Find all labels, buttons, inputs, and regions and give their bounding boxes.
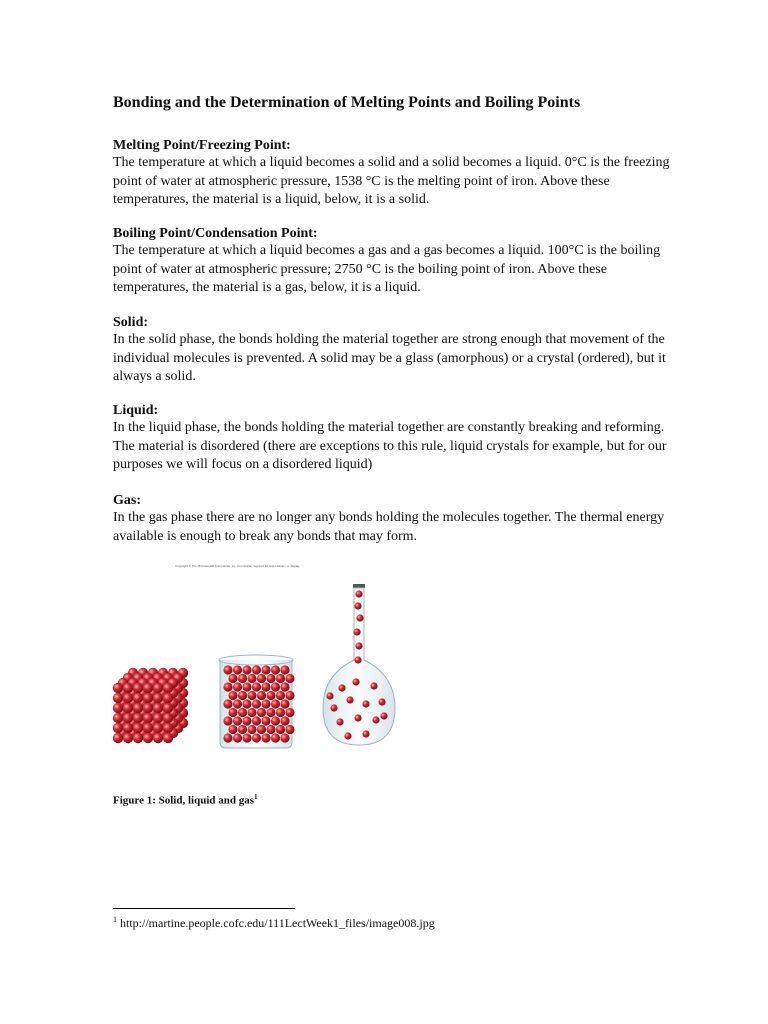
molecule-sphere (344, 732, 351, 739)
molecule-sphere (257, 691, 266, 700)
section-melting-point (113, 137, 673, 210)
molecule-sphere (163, 733, 173, 743)
molecule-sphere (113, 693, 123, 703)
molecule-sphere (143, 723, 153, 733)
molecule-sphere (133, 723, 143, 733)
molecule-sphere (233, 682, 242, 691)
phase-illustration (108, 560, 408, 760)
molecule-sphere (276, 674, 285, 683)
molecule-sphere (372, 716, 379, 723)
molecule-sphere (266, 708, 275, 717)
molecule-sphere (352, 678, 359, 685)
molecule-sphere (233, 665, 242, 674)
molecule-sphere (280, 665, 289, 674)
section-heading: Solid: (113, 315, 149, 330)
molecule-sphere (223, 665, 232, 674)
section-body: The temperature at which a liquid becomes a gas and a gas becomes a liquid. 100°C is the boiling point of water at atmospheric pressure; 2750 °C is the boiling point of iron. Above these temperatures, the material is a gas, below, it is a liquid. (113, 243, 661, 295)
molecule-sphere (133, 733, 143, 743)
molecule-sphere (123, 723, 133, 733)
molecule-sphere (153, 703, 163, 713)
molecule-sphere (113, 733, 123, 743)
molecule-sphere (261, 682, 270, 691)
molecule-sphere (242, 716, 251, 725)
section-boiling-point (113, 225, 673, 298)
section-body: In the solid phase, the bonds holding the material together are strong enough that movement of the individual molecules is prevented. A solid may be a glass (amorphous) or a crystal (ordered), but it always a solid. (113, 332, 666, 384)
molecule-sphere (336, 718, 343, 725)
molecule-sphere (355, 590, 362, 597)
molecule-sphere (271, 716, 280, 725)
molecule-sphere (247, 725, 256, 734)
molecule-sphere (143, 683, 153, 693)
molecule-sphere (247, 708, 256, 717)
molecule-sphere (266, 691, 275, 700)
section-body: In the gas phase there are no longer any bonds holding the molecules together. The thermal energy available is enough to break any bonds that may form. (113, 510, 665, 544)
molecule-sphere (276, 725, 285, 734)
molecule-sphere (271, 665, 280, 674)
molecule-sphere (223, 699, 232, 708)
molecule-sphere (228, 708, 237, 717)
molecule-sphere (271, 682, 280, 691)
molecule-sphere (133, 703, 143, 713)
molecule-sphere (257, 708, 266, 717)
molecule-sphere (228, 691, 237, 700)
molecule-sphere (261, 716, 270, 725)
section-body: The temperature at which a liquid becomes a solid and a solid becomes a liquid. 0°C is the freezing point of water at atmospheric pressure, 1538 °C is the melting point of iron. Above these temperatures, the material is a liquid, below, it is a solid. (113, 155, 670, 207)
molecule-sphere (242, 682, 251, 691)
beaker (219, 655, 295, 748)
molecule-sphere (133, 683, 143, 693)
molecule-sphere (223, 716, 232, 725)
molecule-sphere (280, 733, 289, 742)
molecule-sphere (285, 674, 294, 683)
page-title: Bonding and the Determination of Melting Points and Boiling Points (113, 94, 581, 111)
caption-text: Figure 1: Solid, liquid and gas (113, 794, 255, 807)
molecule-sphere (276, 708, 285, 717)
molecule-sphere (163, 713, 173, 723)
molecule-sphere (370, 682, 377, 689)
molecule-sphere (362, 700, 369, 707)
footnote (113, 915, 435, 931)
molecule-sphere (280, 699, 289, 708)
molecule-sphere (380, 712, 387, 719)
molecule-sphere (247, 691, 256, 700)
molecule-sphere (261, 699, 270, 708)
section-heading: Liquid: (113, 403, 159, 418)
molecule-sphere (143, 733, 153, 743)
molecule-sphere (133, 693, 143, 703)
molecule-sphere (153, 693, 163, 703)
molecule-sphere (123, 733, 133, 743)
molecule-sphere (285, 725, 294, 734)
molecule-sphere (242, 699, 251, 708)
molecule-sphere (252, 733, 261, 742)
molecule-sphere (233, 716, 242, 725)
molecule-sphere (266, 725, 275, 734)
molecule-sphere (123, 713, 133, 723)
flask (323, 584, 395, 745)
molecule-sphere (261, 733, 270, 742)
molecule-sphere (113, 703, 123, 713)
molecule-sphere (354, 656, 361, 663)
molecule-sphere (223, 733, 232, 742)
molecule-sphere (113, 713, 123, 723)
molecule-sphere (123, 703, 133, 713)
molecule-sphere (223, 682, 232, 691)
molecule-sphere (252, 665, 261, 674)
molecule-sphere (163, 693, 173, 703)
footnote-ref: 1 (254, 793, 258, 801)
molecule-sphere (153, 723, 163, 733)
section-body: In the liquid phase, the bonds holding the material together are constantly breaking and reforming. The material is disordered (there are exceptions to this rule, liquid crystals for example, but for our purposes we will focus on a disordered liquid) (113, 420, 667, 472)
molecule-sphere (113, 723, 123, 733)
section-heading: Gas: (113, 493, 141, 508)
molecule-sphere (238, 691, 247, 700)
molecule-sphere (143, 713, 153, 723)
molecule-sphere (247, 674, 256, 683)
section-solid (113, 314, 673, 387)
molecule-sphere (163, 703, 173, 713)
molecule-sphere (113, 683, 123, 693)
solid-cube (113, 668, 188, 743)
molecule-sphere (266, 674, 275, 683)
molecule-sphere (285, 691, 294, 700)
molecule-sphere (252, 682, 261, 691)
molecule-sphere (330, 704, 337, 711)
molecule-sphere (153, 713, 163, 723)
molecule-sphere (326, 692, 333, 699)
molecule-sphere (355, 642, 362, 649)
molecule-sphere (153, 683, 163, 693)
molecule-sphere (353, 628, 360, 635)
molecule-sphere (233, 699, 242, 708)
molecule-sphere (280, 682, 289, 691)
footnote-text: http://martine.people.cofc.edu/111LectWeek1_files/image008.jpg (120, 916, 435, 930)
molecule-sphere (228, 725, 237, 734)
footnote-divider (113, 908, 295, 909)
molecule-sphere (362, 730, 369, 737)
molecule-sphere (238, 725, 247, 734)
section-liquid (113, 402, 673, 475)
figure-copyright: Copyright © The McGraw-Hill Companies, Inc. Permission required for reproduction or display. (175, 564, 301, 568)
molecule-sphere (233, 733, 242, 742)
molecule-sphere (276, 691, 285, 700)
molecule-sphere (238, 708, 247, 717)
molecule-sphere (228, 674, 237, 683)
molecule-sphere (257, 725, 266, 734)
molecule-sphere (354, 714, 361, 721)
section-heading: Boiling Point/Condensation Point: (113, 226, 318, 241)
molecule-sphere (356, 614, 363, 621)
molecule-sphere (123, 693, 133, 703)
footnote-marker: 1 (113, 915, 117, 924)
molecule-sphere (252, 699, 261, 708)
molecule-sphere (242, 665, 251, 674)
molecule-sphere (285, 708, 294, 717)
section-gas (113, 492, 673, 546)
molecule-sphere (261, 665, 270, 674)
molecule-sphere (133, 713, 143, 723)
figure-caption (113, 793, 258, 807)
molecule-sphere (242, 733, 251, 742)
molecule-sphere (271, 733, 280, 742)
molecule-sphere (143, 693, 153, 703)
molecule-sphere (238, 674, 247, 683)
molecule-sphere (153, 733, 163, 743)
molecule-sphere (163, 683, 173, 693)
molecule-sphere (378, 698, 385, 705)
molecule-sphere (338, 684, 345, 691)
molecule-sphere (123, 683, 133, 693)
molecule-sphere (252, 716, 261, 725)
molecule-sphere (163, 723, 173, 733)
molecule-sphere (143, 703, 153, 713)
liquid-spheres (223, 665, 294, 742)
molecule-sphere (257, 674, 266, 683)
molecule-sphere (280, 716, 289, 725)
molecule-sphere (354, 602, 361, 609)
molecule-sphere (271, 699, 280, 708)
molecule-sphere (346, 696, 353, 703)
section-heading: Melting Point/Freezing Point: (113, 138, 291, 153)
